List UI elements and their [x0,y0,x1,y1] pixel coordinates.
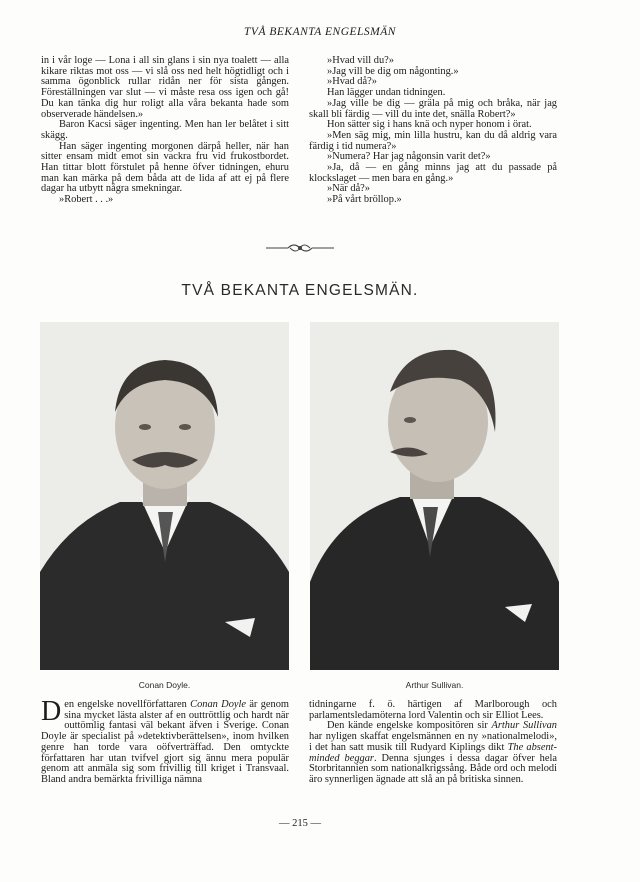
top-left-column [41,56,289,206]
dialogue-line: »Jag vill be dig om någonting.» [327,65,459,77]
portrait-conan-doyle [40,322,289,670]
dialogue-line: Hon sätter sig i hans knä och nyper honom i örat. [327,119,532,131]
page-number: — 215 — [279,818,321,829]
paragraph: in i vår loge — Lona i all sin glans i sin nya toalett — alla kikare riktas mot oss — vi slå oss ned helt högtidligt och i samma ögonblick rullar ridån ner för sista gången. Föreställningen var slut — vi måste resa oss igen och gå! Du kan tänka dig hur roligt alla våra bekanta hade som observerade händelsen.» [41,55,289,120]
article-paragraph: tidningarne f. ö. härtigen af Marlborough och parlamentsledamöterna lord Valentin och sir Elliot Lees. [309,699,557,721]
article-paragraph [309,721,557,785]
text-run: är genom sina mycket lästa alster af en outtröttlig och hardt när outtömlig fantasi väl bekant äfven i Sverige. Conan Doyle är specialist på »detektivberättelsen», inom hvilken genre han torde vara oöfverträffad. Den omtyckte författaren har utan tvifvel gjort sig ännu mera populär genom att anmäla sig som frivillig till kriget i Transvaal. Bland andra bemärkta frivilliga nämna [41,699,289,785]
dialogue-line: »Men säg mig, min lilla hustru, kan du då aldrig vara färdig i tid numera?» [309,129,557,152]
dialogue-line: »När då?» [327,183,370,195]
person-name: Arthur Sullivan [491,720,557,732]
article-title: TVÅ BEKANTA ENGELSMÄN. [181,282,419,299]
text-run: har nyligen skaffat engelsmännen en ny »nationalmelodi», i det han satt musik till Rudyard Kiplings dikt [309,731,557,753]
dialogue-line: »På vårt bröllop.» [327,194,402,206]
running-head: TVÅ BEKANTA ENGELSMÄN [244,26,396,38]
drop-cap: D [41,696,62,727]
paragraph: Han säger ingenting morgonen därpå heller, när han sitter ensam midt emot sin vackra fru vid frukostbordet. Han tittar blott förstulet på henne öfver tidningen, ehuru man kan märka på dem båda att de lida af att ej på flere dagar ha utbytt några smekningar. [41,140,289,195]
section-ornament [266,240,334,256]
person-name: Conan Doyle [190,699,246,710]
text-run: . Denna sjunges i dessa dagar öfver hela Storbritannien som nationalkrigssång. Både ord och melodi äro synnerligen ägnade att slå an på britiska sinnen. [309,752,557,785]
caption-conan-doyle: Conan Doyle. [138,680,191,690]
dialogue-line: »Jag ville be dig — gräla på mig och bråka, när jag skall bli färdig — vill du inte det, snälla Robert?» [309,97,557,120]
caption-arthur-sullivan: Arthur Sullivan. [405,680,464,690]
dialogue-line: »Numera? Har jag någonsin varit det?» [327,151,491,163]
dialogue-line: »Hvad då?» [327,76,377,88]
portrait-arthur-sullivan [310,322,559,670]
text-run: Den kände engelske kompositören sir [327,720,492,732]
bottom-left-column [41,696,289,786]
top-right-column [309,56,557,206]
bottom-right-column [309,700,557,786]
work-title: The absent-minded beggar [309,741,557,764]
dialogue-line: »Ja, då — en gång minns jag att du passade på klockslaget — men bara en gång.» [309,162,557,184]
text-run: en engelske novellförfattaren [64,699,191,710]
paragraph: »Robert . . .» [59,194,114,206]
dialogue-line: Han lägger undan tidningen. [327,87,446,99]
dialogue-line: »Hvad vill du?» [327,55,394,66]
paragraph: Baron Kacsi säger ingenting. Men han ler belåtet i sitt skägg. [41,119,289,141]
article-paragraph [41,696,289,786]
